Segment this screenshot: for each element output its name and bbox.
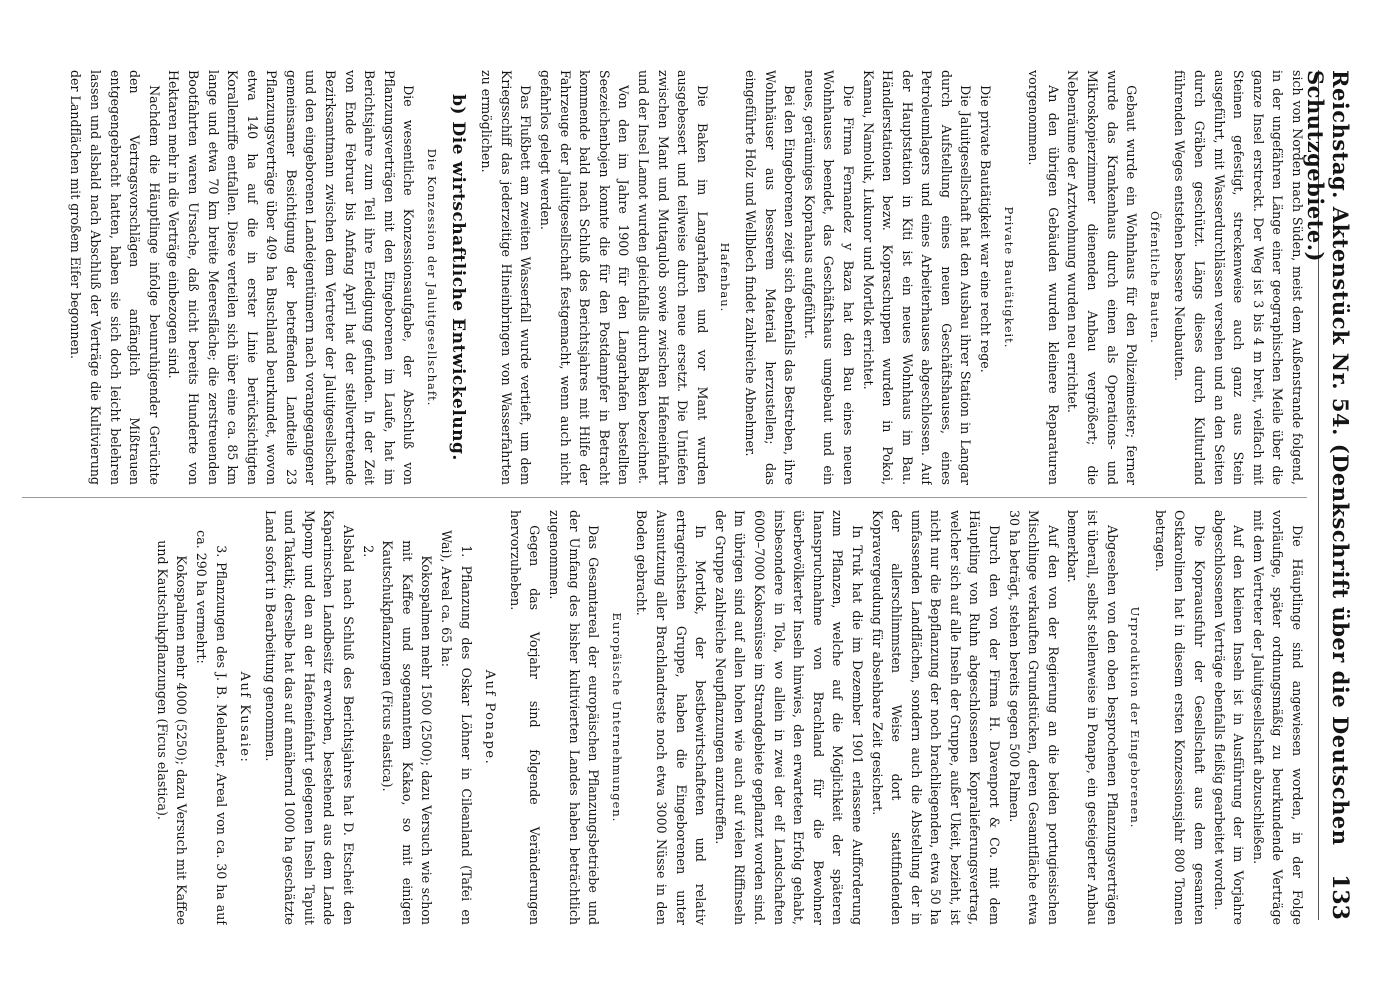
section-heading-economic: b) Die wirtschaftliche Entwickelung. <box>447 94 468 461</box>
page-number: 133 <box>1327 874 1353 920</box>
plantation-entry-title: 3. Pflanzungen des J. B. Melander, Areal von ca. 30 ha auf ca. 290 ha vermehrt: <box>193 530 229 925</box>
plantation-entry-detail: Kokospalmen mehr 4000 (5250); dazu Versuch mit Kaffee und Kautschukpflanzungen (Ficus elastica). <box>154 540 190 925</box>
paragraph: Bei den Eingeborenen zeigt sich ebenfalls das Bestreben, ihre Wohnhäuser aus besserem Material herzustellen; das eingeführte Holz und Wellblech findet zahlreiche Abnehmer. <box>742 70 798 485</box>
paragraph: Das Gesamtareal der europäischen Pflanzungsbetriebe und der Umfang des bisher kultivierten Landes haben beträchtlich zugenommen. <box>547 510 602 925</box>
section-heading-european-enterprises: Europäische Unternehmungen. <box>609 612 624 823</box>
paragraph: Die wesentliche Konzessionsaufgabe, der Abschluß von Pflanzungsverträgen mit den Eingeborenen im Laufe, hat im Berichtsjahre zum Teil ihre Erledigung gefunden. In der Zeit von Ende Februar bis Anfang April hat der stellvertretende Bezirksamtmann zwischen dem Vertreter der Jaluitgesellschaft und den eingeborenen Landeigentümern nach vorangegangener gemeinsamer Besichtigung der betreffenden Landteile 23 Pflanzungsverträge über 409 ha Buschland beurkundet, wovon etwa 140 ha auf die in erster Linie berücksichtigten Korallenriffe entfallen. Diese verteilen sich über eine ca. 85 km lange und etwa 70 km breite Meeresfläche; die zerstreuenden Bootfahrten waren Ursache, daß nicht bereits Hunderte von Hektaren mehr in die Verträge einbezogen sind. <box>166 70 417 485</box>
paragraph: Die Firma Fernandez y Baza hat den Bau eines neuen Wohnhauses beendet, das Geschäftshaus umgebaut und ein neues, geräumiges Koprahaus aufgeführt. <box>801 70 856 485</box>
paragraph: Die Häuptlinge sind angewiesen worden, in der Folge vorläufige, später ordnungsmäßig zu beurkundende Verträge mit dem Vertreter der Jaluitgesellschaft abzuschließen. <box>1250 510 1305 925</box>
paragraph: Die Baken im Langarhafen und vor Mant wurden ausgebessert und teilweise durch neue ersetzt. Die Untiefen zwischen Mant und Mutaqulob sowie zwischen Hafeneinfahrt und der Insel Lamot wurden gleichfalls durch Baken bezeichnet. <box>636 70 710 485</box>
paragraph: Von den im Jahre 1900 für den Langarhafen bestellten Seezeichenbojen konnte die für den Postdampfer in Betracht kommende bald nach Schluß des Berichtsjahres mit Hilfe der Fahrzeuge der Jaluitgesellschaft festgemacht, wenn auch nicht gefahrlos gelegt werden. <box>538 70 632 485</box>
page-title: Reichstag. Aktenstück Nr. 54. (Denkschrift über die Deutschen Schutzgebiete.) <box>1303 70 1353 846</box>
right-column <box>22 510 1307 925</box>
paragraph: Das Flußbett am zweiten Wasserfall wurde vertieft, um dem Kriegsschiff das jederzeitige Hineinbringen von Wasserfahrten zu ermöglichen. <box>479 70 534 485</box>
paragraph: Auf den kleinen Inseln ist in Ausführung der im Vorjahre abgeschlossenen Verträge ebenfalls fleißig gearbeitet worden. <box>1211 510 1247 925</box>
paragraph: Durch den von der Firma H. Davenport & Co. mit dem Häuptling von Ruhn abgeschlossenen Kopralieferungsvertrag, welcher sich auf alle Inseln der Gruppe, außer Ukeit, bezieht, ist nicht nur die Bepflanzung der noch brachliegenden, etwa 50 ha umfassenden Landflächen, sondern auch die Abstellung der in der allerschlimmsten Weise dort stattfindenden Kopravergeudung für absehbare Zeit gesichert. <box>869 510 1003 925</box>
plantation-entry-title: 1. Pflanzung des Oskar Löhner in Cileanland (Tafei en Wai), Areal ca. 65 ha: <box>439 530 474 925</box>
section-heading-concession: Die Konzession der Jaluitgesellschaft. <box>425 148 440 407</box>
paragraph: sich von Norden nach Süden, meist dem Außenstrande folgend, in der ungefähren Länge einer geographischen Meile über die ganze Insel erstreckt. Der Weg ist 3 bis 4 m breit, vielfach mit Steinen gefestigt, streckenweise auch ganz aus Stein ausgeführt, mit Wasserdurchlässen versehen und an den Seiten durch Gräben geschützt. Längs dieses durch Kulturland führenden Weges entstehen bessere Neubauten. <box>1172 70 1305 485</box>
paragraph: Abgesehen von den oben besprochenen Pflanzungsverträgen ist überall, selbst stellenweise in Ponape, ein gesteigerter Anbau bemerkbar. <box>1065 510 1120 925</box>
paragraph: Auf den von der Regierung an die beiden portugiesischen Mischlinge verkauften Grundstücken, deren Gesamtfläche etwa 30 ha beträgt, stehen bereits gegen 500 Palmen. <box>1006 510 1061 925</box>
column-divider <box>22 497 1307 498</box>
paragraph: Die private Bautätigkeit war eine recht rege. <box>978 85 994 373</box>
paragraph: Gebaut wurde ein Wohnhaus für den Polizeimeister; ferner wurde das Krankenhaus durch einen als Operations- und Mikroskopierzimmer dienenden Anbau vergrößert; die Nebenräume der Arztwohnung wurden neu errichtet. <box>1065 70 1140 485</box>
paragraph: Die Jaluitgesellschaft hat den Ausbau ihrer Station in Langar durch Aufstellung eines neuen Geschäftshauses, eines Petroleumlagers und eines Arbeiterhauses abgeschlossen. Auf der Hauptstation in Kiti ist ein neues Wohnhaus im Bau. Händlerstationen bezw. Kopraschuppen wurden in Pokoi, Kamau, Namoluk, Lukunor und Mortlok errichtet. <box>860 70 974 485</box>
paragraph: An den übrigen Gebäuden wurden kleinere Reparaturen vorgenommen. <box>1026 70 1061 485</box>
paragraph: In Truk hat die im Dezember 1901 erlassene Aufforderung zum Pflanzen, welche auf die Möglichkeit der späteren Inanspruchnahme von Brachland für die Bewohner überbevölkerter Inseln hinwies, den erwarteten Erfolg gehabt, insbesondere in Tola, wo allein in zwei der elf Landschaften 6000–7000 Kokosnüsse im Strandgebiete gepflanzt worden sind. Im übrigen sind auf allen hohen wie auch auf vielen Riffinseln der Gruppe zahlreiche Neupflanzungen anzutreffen. <box>712 510 865 925</box>
subheading-kusaie: Auf Kusaie: <box>237 671 253 764</box>
page-header <box>1303 70 1353 920</box>
plantation-entry-detail: Alsbald nach Schluß des Berichtsjahres hat D. Etscheit den Kaparinschen Landbesitz erworben, bestehend aus dem Lande Mpomp und den an der Hafeneinfahrt gelegenen Inseln Tapuit und Takatik; derselbe hat das auf annähernd 1000 ha geschätzte Land sofort in Bearbeitung genommen. <box>262 510 357 925</box>
section-heading-private-building: Private Bautätigkeit. <box>1001 206 1016 349</box>
section-heading-harbor: Hafenbau. <box>718 242 733 313</box>
section-heading-public-buildings: Öffentliche Bauten. <box>1147 211 1162 344</box>
section-heading-native-production: Urproduktion der Eingeborenen. <box>1128 606 1143 829</box>
plantation-entry-number: 2. <box>360 545 376 558</box>
paragraph: Die Kopraausfuhr der Gesellschaft aus dem gesamten Ostkarolinen hat in diesem ersten Konzessionsjahr 800 Tonnen betragen. <box>1152 510 1208 925</box>
paragraph: Nachdem die Häuptlinge infolge beunruhigender Gerüchte den Vertragsvorschlägen anfänglich Mißtrauen entgegengebracht hatten, haben sie sich doch leicht belehren lassen und alsbald nach Abschluß der Verträge die Kultivierung der Landflächen mit großem Eifer begonnen. <box>68 70 162 485</box>
paragraph: Gegen das Vorjahr sind folgende Veränderungen hervorzuheben. <box>507 510 543 925</box>
left-column <box>22 70 1307 485</box>
paragraph: In Mortlok, der bestbewirtschafteten und relativ ertragreichsten Gruppe, haben die Eingeborenen unter Ausnutzung aller Brachlandreste noch etwa 3000 Nüsse in den Boden gebracht. <box>634 510 709 925</box>
plantation-entry-detail: Kokospalmen mehr 1500 (2500); dazu Versuch wie schon mit Kaffee und sogenanntem Kakao, so mit einigen Kautschukpflanzungen (Ficus elastica). <box>380 540 435 925</box>
subheading-ponape: Auf Ponape. <box>482 669 498 766</box>
